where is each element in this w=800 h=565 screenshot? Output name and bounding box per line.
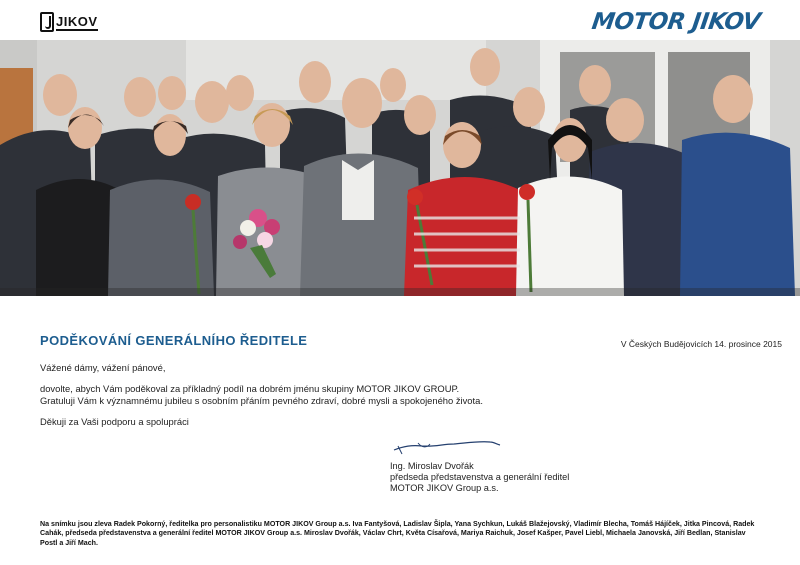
handwritten-signature <box>392 436 502 456</box>
signer-company: MOTOR JIKOV Group a.s. <box>390 483 499 493</box>
letter-title: PODĚKOVÁNÍ GENERÁLNÍHO ŘEDITELE <box>40 333 308 348</box>
photo-caption: Na snímku jsou zleva Radek Pokorný, ředitelka pro personalistiku MOTOR JIKOV Group a.s. Iva Fantyšová, Ladislav Šipla, Yana Sychkun, Lukáš Blažejovský, Vladimír Blecha, Tomáš Hájíček, Jitka Pincová, Radek Cahák, předseda představenstva a generální ředitel MOTOR JIKOV Group a.s. Miroslav Dvořák, Václav Chrt, Květa Císařová, Mariya Raichuk, Josef Kašper, Pavel Liebl, Michaela Janovská, Jiří Bedlan, Stanislav Postl a Jiří Mach. <box>40 520 755 547</box>
letter-body-line-2: Gratuluji Vám k významnému jubileu s osobním přáním pevného zdraví, dobré mysli a spokojeného života. <box>40 395 483 406</box>
group-photo-illustration <box>0 40 800 296</box>
letter-body-line-1: dovolte, abych Vám poděkoval za příkladný podíl na dobrém jménu skupiny MOTOR JIKOV GROUP. <box>40 383 460 394</box>
group-photo <box>0 40 800 296</box>
letter-thanks: Děkuji za Vaši podporu a spolupráci <box>40 416 189 427</box>
jikov-emblem-icon <box>40 12 54 32</box>
letter-date: V Českých Budějovicích 14. prosince 2015 <box>620 339 782 349</box>
signer-name: Ing. Miroslav Dvořák <box>390 461 474 471</box>
signer-role: předseda představenstva a generální ředitel <box>390 472 570 482</box>
jikov-logo-text: JIKOV <box>56 13 98 29</box>
motor-jikov-logo: MOTOR JIKOV <box>590 9 762 35</box>
jikov-logo <box>40 11 98 33</box>
letter-greeting: Vážené dámy, vážení pánové, <box>40 362 166 373</box>
letter-header <box>0 0 800 40</box>
